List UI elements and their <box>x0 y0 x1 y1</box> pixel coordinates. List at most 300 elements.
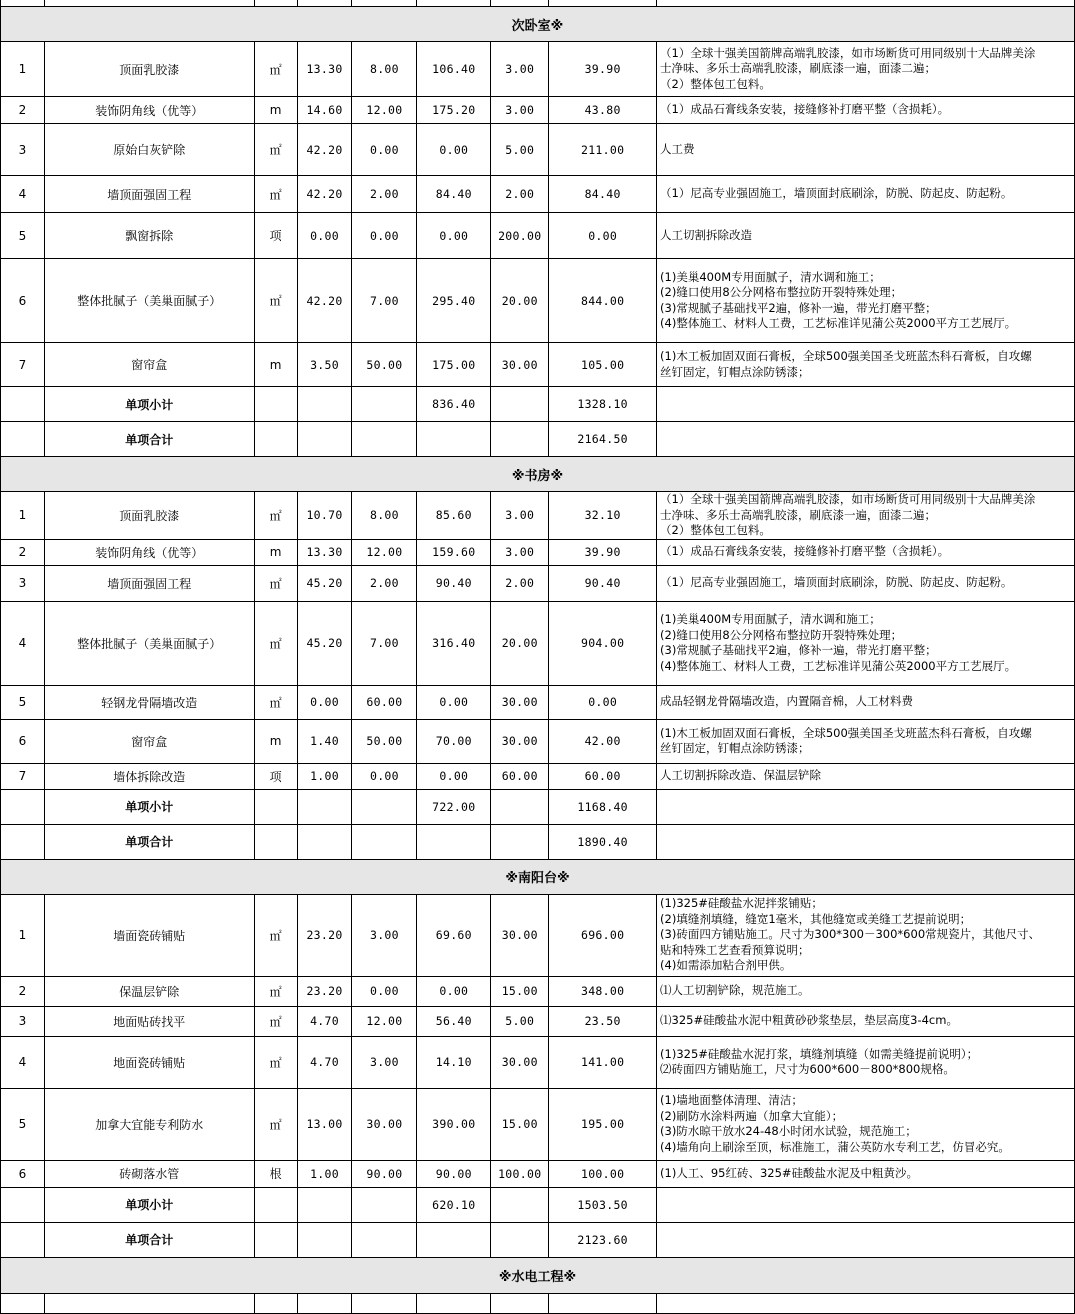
item-material-total: 295.40 <box>417 259 491 343</box>
item-material-price: 60.00 <box>352 685 417 719</box>
description-line: (2)缝口使用8公分网格布整拉防开裂特殊处理； <box>660 627 903 642</box>
subtotal-label: 单项小计 <box>44 789 254 824</box>
item-qty: 42.20 <box>297 259 352 343</box>
item-labor-price: 15.00 <box>491 1088 549 1160</box>
item-material-total: 175.00 <box>417 343 491 387</box>
item-labor-price: 20.00 <box>491 601 549 685</box>
line-item-row <box>1 719 1075 763</box>
item-labor-price: 3.00 <box>491 97 549 124</box>
item-labor-total: 904.00 <box>549 601 657 685</box>
item-no: 3 <box>1 1006 45 1036</box>
empty-cell <box>491 789 549 824</box>
item-name: 砖砌落水管 <box>44 1160 254 1187</box>
empty-cell <box>254 422 297 457</box>
item-name: 加拿大宜能专利防水 <box>44 1088 254 1160</box>
subtotal-material: 722.00 <box>417 789 491 824</box>
item-labor-price: 30.00 <box>491 1036 549 1088</box>
item-labor-total: 84.40 <box>549 176 657 213</box>
item-labor-price: 2.00 <box>491 565 549 601</box>
item-description <box>657 565 1075 601</box>
item-description <box>657 1088 1075 1160</box>
empty-cell <box>1 789 45 824</box>
item-labor-total: 105.00 <box>549 343 657 387</box>
item-qty: 42.20 <box>297 124 352 176</box>
item-qty: 1.00 <box>297 763 352 789</box>
item-name: 飘窗拆除 <box>44 213 254 259</box>
item-material-total: 0.00 <box>417 213 491 259</box>
item-name: 墙体拆除改造 <box>44 763 254 789</box>
empty-cell <box>297 824 352 859</box>
item-labor-total: 0.00 <box>549 685 657 719</box>
line-item-row <box>1 176 1075 213</box>
item-unit: m <box>254 343 297 387</box>
item-description <box>657 97 1075 124</box>
item-labor-total: 141.00 <box>549 1036 657 1088</box>
item-no: 1 <box>1 42 45 97</box>
item-labor-price: 200.00 <box>491 213 549 259</box>
line-item-row <box>1 976 1075 1006</box>
total-row <box>1 824 1075 859</box>
line-item-row <box>1 259 1075 343</box>
subtotal-label: 单项小计 <box>44 1187 254 1222</box>
item-material-total: 70.00 <box>417 719 491 763</box>
item-qty: 3.50 <box>297 343 352 387</box>
item-labor-price: 3.00 <box>491 492 549 540</box>
item-description <box>657 1036 1075 1088</box>
section-title: ※水电工程※ <box>1 1257 1075 1293</box>
empty-cell <box>417 1293 491 1313</box>
item-unit: ㎡ <box>254 685 297 719</box>
item-no: 2 <box>1 539 45 565</box>
item-labor-total: 90.40 <box>549 565 657 601</box>
line-item-row <box>1 894 1075 976</box>
item-unit: ㎡ <box>254 492 297 540</box>
empty-cell <box>1 824 45 859</box>
description-line: （1）成品石膏线条安装，接缝修补打磨平整（含损耗）。 <box>660 544 950 559</box>
empty-cell <box>417 422 491 457</box>
item-unit: ㎡ <box>254 1006 297 1036</box>
description-line: (1)木工板加固双面石膏板，全球500强美国圣戈班蓝杰科石膏板，自攻螺 <box>660 349 1032 363</box>
item-unit: ㎡ <box>254 124 297 176</box>
item-unit: ㎡ <box>254 259 297 343</box>
item-material-price: 12.00 <box>352 539 417 565</box>
item-name: 墙顶面强固工程 <box>44 565 254 601</box>
item-labor-total: 32.10 <box>549 492 657 540</box>
item-description <box>657 42 1075 97</box>
empty-cell <box>1 422 45 457</box>
item-labor-price: 5.00 <box>491 124 549 176</box>
item-material-total: 85.60 <box>417 492 491 540</box>
item-material-total: 56.40 <box>417 1006 491 1036</box>
description-line: (1)325#硅酸盐水泥打浆，填缝剂填缝（如需美缝提前说明）； <box>660 1046 979 1061</box>
description-line: (1)美巢400M专用面腻子，清水调和施工； <box>660 612 881 626</box>
empty-cell <box>254 387 297 422</box>
item-material-price: 8.00 <box>352 42 417 97</box>
empty-cell <box>297 422 352 457</box>
item-description <box>657 1160 1075 1187</box>
empty-cell <box>491 387 549 422</box>
item-name: 装饰阴角线（优等） <box>44 97 254 124</box>
item-material-price: 2.00 <box>352 176 417 213</box>
item-labor-total: 100.00 <box>549 1160 657 1187</box>
empty-cell <box>297 1222 352 1257</box>
empty-cell <box>1 1222 45 1257</box>
empty-cell <box>352 1293 417 1313</box>
item-material-price: 7.00 <box>352 259 417 343</box>
line-item-row <box>1 1036 1075 1088</box>
item-no: 2 <box>1 976 45 1006</box>
item-qty: 4.70 <box>297 1006 352 1036</box>
description-line: (3)防水晾干放水24-48小时闭水试验，规范施工； <box>660 1124 917 1138</box>
empty-cell <box>657 1187 1075 1222</box>
item-unit: ㎡ <box>254 601 297 685</box>
item-description <box>657 1006 1075 1036</box>
description-line: 士净味、多乐士高端乳胶漆，刷底漆一遍，面漆二遍； <box>660 61 937 76</box>
empty-cell <box>254 1222 297 1257</box>
description-line: ⑴人工切割铲除，规范施工。 <box>660 983 810 998</box>
item-labor-price: 3.00 <box>491 539 549 565</box>
description-line: （1）尼高专业强固施工，墙顶面封底刷涂，防脱、防起皮、防起粉。 <box>660 575 1013 590</box>
total-value: 2123.60 <box>549 1222 657 1257</box>
item-no: 2 <box>1 97 45 124</box>
section-title: 次卧室※ <box>1 7 1075 42</box>
total-row <box>1 422 1075 457</box>
item-name: 保温层铲除 <box>44 976 254 1006</box>
empty-cell <box>352 789 417 824</box>
item-material-total: 90.00 <box>417 1160 491 1187</box>
item-name: 轻钢龙骨隔墙改造 <box>44 685 254 719</box>
item-labor-price: 60.00 <box>491 763 549 789</box>
item-material-price: 12.00 <box>352 1006 417 1036</box>
item-labor-total: 348.00 <box>549 976 657 1006</box>
item-material-total: 175.20 <box>417 97 491 124</box>
empty-cell <box>297 387 352 422</box>
item-labor-total: 60.00 <box>549 763 657 789</box>
item-no: 7 <box>1 343 45 387</box>
total-label: 单项合计 <box>44 824 254 859</box>
description-line: （2）整体包工包料。 <box>660 523 771 537</box>
item-name: 整体批腻子（美巢面腻子） <box>44 601 254 685</box>
item-material-total: 69.60 <box>417 894 491 976</box>
item-no: 1 <box>1 894 45 976</box>
subtotal-row <box>1 1187 1075 1222</box>
empty-cell <box>352 387 417 422</box>
total-label: 单项合计 <box>44 1222 254 1257</box>
description-line: 丝钉固定，钉帽点涂防锈漆； <box>660 741 810 755</box>
subtotal-material: 836.40 <box>417 387 491 422</box>
item-qty: 0.00 <box>297 213 352 259</box>
item-material-total: 390.00 <box>417 1088 491 1160</box>
item-no: 4 <box>1 1036 45 1088</box>
item-material-price: 50.00 <box>352 343 417 387</box>
item-labor-price: 30.00 <box>491 685 549 719</box>
subtotal-row <box>1 387 1075 422</box>
item-description <box>657 343 1075 387</box>
description-line: (3)常规腻子基础找平2遍，修补一遍，带光打磨平整； <box>660 300 937 315</box>
total-label: 单项合计 <box>44 422 254 457</box>
subtotal-material: 620.10 <box>417 1187 491 1222</box>
item-name: 地面瓷砖铺贴 <box>44 1036 254 1088</box>
item-qty: 45.20 <box>297 601 352 685</box>
empty-cell <box>1 1187 45 1222</box>
section-header-row <box>1 457 1075 492</box>
description-line: (1)人工、95红砖、325#硅酸盐水泥及中粗黄沙。 <box>660 1165 919 1180</box>
item-material-total: 106.40 <box>417 42 491 97</box>
empty-cell <box>297 1187 352 1222</box>
item-material-price: 0.00 <box>352 976 417 1006</box>
item-labor-price: 30.00 <box>491 719 549 763</box>
section-title: ※南阳台※ <box>1 859 1075 894</box>
item-labor-price: 100.00 <box>491 1160 549 1187</box>
item-unit: 项 <box>254 213 297 259</box>
item-labor-total: 43.80 <box>549 97 657 124</box>
description-line: 士净味、多乐士高端乳胶漆，刷底漆一遍，面漆二遍； <box>660 507 937 522</box>
item-material-price: 30.00 <box>352 1088 417 1160</box>
item-unit: 项 <box>254 763 297 789</box>
item-unit: 根 <box>254 1160 297 1187</box>
item-material-price: 0.00 <box>352 763 417 789</box>
description-line: （1）全球十强美国箭牌高端乳胶漆，如市场断货可用同级别十大品牌美涂 <box>660 492 1036 506</box>
item-material-price: 90.00 <box>352 1160 417 1187</box>
item-description <box>657 213 1075 259</box>
line-item-row <box>1 539 1075 565</box>
line-item-row <box>1 1160 1075 1187</box>
empty-cell <box>417 1222 491 1257</box>
empty-cell <box>491 1187 549 1222</box>
item-unit: ㎡ <box>254 976 297 1006</box>
description-line: 丝钉固定，钉帽点涂防锈漆； <box>660 364 810 379</box>
description-line: (1)325#硅酸盐水泥拌浆铺贴； <box>660 896 823 911</box>
line-item-row <box>1 763 1075 789</box>
empty-cell <box>352 1187 417 1222</box>
item-qty: 23.20 <box>297 976 352 1006</box>
line-item-row <box>1 601 1075 685</box>
description-line: (4)如需添加粘合剂甲供。 <box>660 958 792 973</box>
line-item-row <box>1 565 1075 601</box>
description-line: （2）整体包工包料。 <box>660 76 771 91</box>
item-no: 4 <box>1 176 45 213</box>
item-unit: ㎡ <box>254 1036 297 1088</box>
item-labor-price: 30.00 <box>491 343 549 387</box>
empty-cell <box>657 789 1075 824</box>
item-name: 窗帘盒 <box>44 343 254 387</box>
item-labor-total: 42.00 <box>549 719 657 763</box>
item-unit: ㎡ <box>254 565 297 601</box>
description-line: （1）成品石膏线条安装，接缝修补打磨平整（含损耗）。 <box>660 102 950 117</box>
description-line: (2)缝口使用8公分网格布整拉防开裂特殊处理； <box>660 285 903 299</box>
item-qty: 10.70 <box>297 492 352 540</box>
description-line: (2)填缝剂填缝，缝宽1毫米，其他缝宽或美缝工艺提前说明； <box>660 911 972 926</box>
description-line: (1)木工板加固双面石膏板，全球500强美国圣戈班蓝杰科石膏板，自攻螺 <box>660 725 1032 740</box>
section-title: ※书房※ <box>1 457 1075 492</box>
item-description <box>657 976 1075 1006</box>
line-item-row <box>1 213 1075 259</box>
item-labor-total: 39.90 <box>549 539 657 565</box>
description-line: (2)刷防水涂料两遍（加拿大宜能）； <box>660 1108 844 1123</box>
description-line: (1)墙地面整体清理、清洁； <box>660 1093 803 1107</box>
empty-cell <box>657 824 1075 859</box>
item-name: 地面贴砖找平 <box>44 1006 254 1036</box>
item-material-price: 2.00 <box>352 565 417 601</box>
description-line: (4)整体施工、材料人工费，工艺标准详见蒲公英2000平方工艺展厅。 <box>660 658 1017 673</box>
empty-cell <box>352 422 417 457</box>
item-labor-total: 211.00 <box>549 124 657 176</box>
item-no: 1 <box>1 492 45 540</box>
item-qty: 4.70 <box>297 1036 352 1088</box>
item-description <box>657 492 1075 540</box>
line-item-row <box>1 343 1075 387</box>
description-line: (4)墙角向上刷涂至顶，标准施工，蒲公英防水专利工艺，仿冒必究。 <box>660 1139 1010 1154</box>
total-row <box>1 1222 1075 1257</box>
item-description <box>657 539 1075 565</box>
item-qty: 13.30 <box>297 42 352 97</box>
item-name: 顶面乳胶漆 <box>44 42 254 97</box>
item-name: 窗帘盒 <box>44 719 254 763</box>
line-item-row <box>1 97 1075 124</box>
empty-cell <box>352 824 417 859</box>
item-unit: ㎡ <box>254 894 297 976</box>
description-line: (3)砖面四方铺贴施工。尺寸为300*300－300*600常规瓷片，其他尺寸、 <box>660 927 1041 942</box>
item-name: 装饰阴角线（优等） <box>44 539 254 565</box>
subtotal-labor: 1328.10 <box>549 387 657 422</box>
item-unit: ㎡ <box>254 176 297 213</box>
description-line: 成品轻钢龙骨隔墙改造，内置隔音棉，人工材料费 <box>660 694 914 709</box>
subtotal-row <box>1 789 1075 824</box>
item-material-total: 159.60 <box>417 539 491 565</box>
empty-cell <box>352 1222 417 1257</box>
empty-cell <box>254 789 297 824</box>
total-value: 2164.50 <box>549 422 657 457</box>
empty-cell <box>657 1293 1075 1313</box>
item-qty: 1.40 <box>297 719 352 763</box>
item-description <box>657 124 1075 176</box>
description-line: 人工切割拆除改造、保温层铲除 <box>660 768 822 783</box>
empty-cell <box>1 387 45 422</box>
subtotal-labor: 1503.50 <box>549 1187 657 1222</box>
item-unit: ㎡ <box>254 1088 297 1160</box>
empty-cell <box>1 1293 45 1313</box>
item-material-price: 0.00 <box>352 213 417 259</box>
item-description <box>657 719 1075 763</box>
item-material-price: 50.00 <box>352 719 417 763</box>
item-no: 4 <box>1 601 45 685</box>
section-header-row <box>1 7 1075 42</box>
item-material-price: 12.00 <box>352 97 417 124</box>
item-no: 3 <box>1 124 45 176</box>
description-line: (1)美巢400M专用面腻子，清水调和施工； <box>660 269 881 284</box>
item-unit: ㎡ <box>254 42 297 97</box>
item-description <box>657 763 1075 789</box>
empty-cell <box>254 824 297 859</box>
item-labor-total: 39.90 <box>549 42 657 97</box>
empty-cell <box>491 824 549 859</box>
item-labor-total: 0.00 <box>549 213 657 259</box>
item-labor-total: 23.50 <box>549 1006 657 1036</box>
empty-cell <box>657 1222 1075 1257</box>
item-unit: m <box>254 539 297 565</box>
item-labor-price: 30.00 <box>491 894 549 976</box>
item-qty: 1.00 <box>297 1160 352 1187</box>
empty-cell <box>44 1293 254 1313</box>
empty-cell <box>549 1293 657 1313</box>
item-qty: 23.20 <box>297 894 352 976</box>
item-unit: m <box>254 97 297 124</box>
item-qty: 42.20 <box>297 176 352 213</box>
item-labor-price: 2.00 <box>491 176 549 213</box>
description-line: 贴和特殊工艺查看预算说明； <box>660 942 810 957</box>
empty-cell <box>297 1293 352 1313</box>
empty-cell <box>417 824 491 859</box>
section-header-row <box>1 859 1075 894</box>
item-unit: m <box>254 719 297 763</box>
item-material-price: 7.00 <box>352 601 417 685</box>
item-description <box>657 601 1075 685</box>
section-header-row <box>1 1257 1075 1293</box>
empty-cell <box>491 1222 549 1257</box>
item-name: 顶面乳胶漆 <box>44 492 254 540</box>
empty-cell <box>491 1293 549 1313</box>
item-material-total: 84.40 <box>417 176 491 213</box>
description-line: （1）尼高专业强固施工，墙顶面封底刷涂，防脱、防起皮、防起粉。 <box>660 186 1013 201</box>
item-no: 6 <box>1 719 45 763</box>
item-name: 墙顶面强固工程 <box>44 176 254 213</box>
item-labor-price: 15.00 <box>491 976 549 1006</box>
description-line: ⑴325#硅酸盐水泥中粗黄砂砂浆垫层，垫层高度3-4cm。 <box>660 1013 958 1028</box>
item-no: 7 <box>1 763 45 789</box>
total-value: 1890.40 <box>549 824 657 859</box>
item-description <box>657 685 1075 719</box>
item-material-total: 0.00 <box>417 124 491 176</box>
item-material-total: 316.40 <box>417 601 491 685</box>
description-line: 人工费 <box>660 141 695 156</box>
item-no: 5 <box>1 213 45 259</box>
line-item-row <box>1 1088 1075 1160</box>
empty-cell <box>254 1187 297 1222</box>
item-material-total: 0.00 <box>417 685 491 719</box>
subtotal-labor: 1168.40 <box>549 789 657 824</box>
description-line: （1）全球十强美国箭牌高端乳胶漆，如市场断货可用同级别十大品牌美涂 <box>660 45 1036 60</box>
bottom-partial-row <box>1 1293 1075 1313</box>
item-description <box>657 259 1075 343</box>
line-item-row <box>1 1006 1075 1036</box>
description-line: 人工切割拆除改造 <box>660 227 753 242</box>
item-material-total: 90.40 <box>417 565 491 601</box>
item-name: 整体批腻子（美巢面腻子） <box>44 259 254 343</box>
line-item-row <box>1 124 1075 176</box>
item-name: 墙面瓷砖铺贴 <box>44 894 254 976</box>
item-labor-total: 195.00 <box>549 1088 657 1160</box>
empty-cell <box>254 1293 297 1313</box>
item-qty: 14.60 <box>297 97 352 124</box>
item-no: 6 <box>1 1160 45 1187</box>
description-line: ⑵砖面四方铺贴施工，尺寸为600*600－800*800规格。 <box>660 1062 955 1076</box>
line-item-row <box>1 42 1075 97</box>
item-labor-total: 696.00 <box>549 894 657 976</box>
empty-cell <box>491 422 549 457</box>
item-no: 5 <box>1 1088 45 1160</box>
item-description <box>657 176 1075 213</box>
empty-cell <box>657 422 1075 457</box>
item-labor-price: 20.00 <box>491 259 549 343</box>
item-material-price: 0.00 <box>352 124 417 176</box>
item-material-price: 8.00 <box>352 492 417 540</box>
empty-cell <box>297 789 352 824</box>
item-description <box>657 894 1075 976</box>
item-labor-price: 5.00 <box>491 1006 549 1036</box>
subtotal-label: 单项小计 <box>44 387 254 422</box>
item-qty: 13.00 <box>297 1088 352 1160</box>
item-no: 5 <box>1 685 45 719</box>
